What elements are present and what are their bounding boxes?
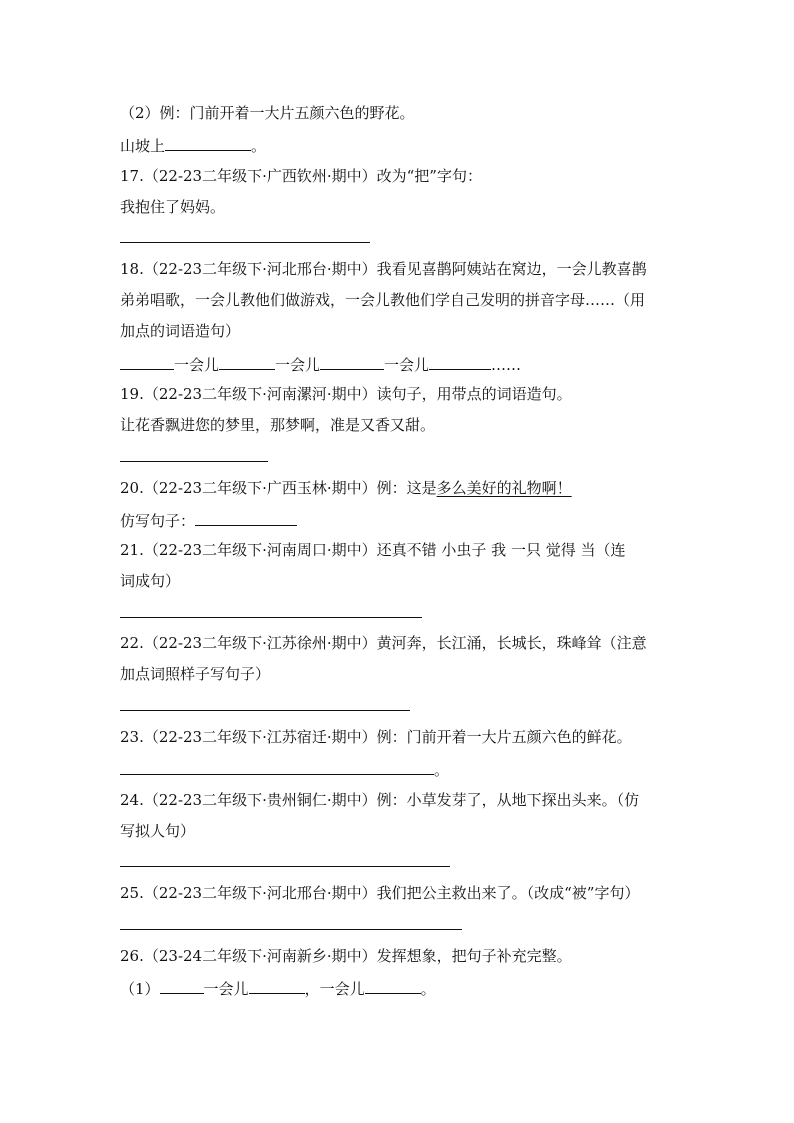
answer-blank[interactable] xyxy=(365,977,421,994)
question-18-line3: 加点的词语造句） xyxy=(120,322,241,340)
question-17: 17.（22-23二年级下·广西钦州·期中）改为“把”字句： xyxy=(120,167,482,185)
answer-line-17[interactable] xyxy=(120,242,370,243)
question-22-line2: 加点词照样子写句子） xyxy=(120,665,271,683)
question-18-line1: 18.（22-23二年级下·河北邢台·期中）我看见喜鹊阿姨站在窝边，一会儿教喜鹊 xyxy=(120,260,647,278)
question-21-line2: 词成句） xyxy=(120,572,181,590)
answer-line-24[interactable] xyxy=(120,866,450,867)
question-22-line1: 22.（22-23二年级下·江苏徐州·期中）黄河奔，长江涌，长城长，珠峰耸（注意 xyxy=(120,634,647,652)
question-24-line1: 24.（22-23二年级下·贵州铜仁·期中）例：小草发芽了，从地下探出头来。（仿 xyxy=(120,791,640,809)
question-23: 23.（22-23二年级下·江苏宿迁·期中）例：门前开着一大片五颜六色的鲜花。 xyxy=(120,728,632,746)
answer-blank[interactable] xyxy=(165,134,251,151)
question-21-line1: 21.（22-23二年级下·河南周口·期中）还真不错 小虫子 我 一只 觉得 当（连 xyxy=(120,541,626,559)
question-26-fill-line: （1） 一会儿 ，一会儿 。 xyxy=(120,977,436,999)
question-19-sentence: 让花香飘进您的梦里，那梦啊，准是又香又甜。 xyxy=(120,416,436,434)
answer-blank[interactable] xyxy=(195,509,297,526)
answer-line-21[interactable] xyxy=(120,617,422,618)
answer-blank[interactable] xyxy=(160,977,204,994)
answer-line-25[interactable] xyxy=(120,929,462,930)
answer-blank[interactable] xyxy=(249,977,305,994)
question-17-sentence: 我抱住了妈妈。 xyxy=(120,198,226,216)
answer-blank[interactable] xyxy=(120,353,174,370)
answer-blank[interactable] xyxy=(429,353,491,370)
answer-blank[interactable] xyxy=(219,353,275,370)
answer-blank[interactable] xyxy=(120,758,434,775)
question-26: 26.（23-24二年级下·河南新乡·期中）发挥想象，把句子补充完整。 xyxy=(120,947,572,965)
question-20-fill-line: 仿写句子： xyxy=(120,509,297,531)
fill-line-hillside: 山坡上 。 xyxy=(120,134,266,156)
question-19: 19.（22-23二年级下·河南漯河·期中）读句子，用带点的词语造句。 xyxy=(120,385,572,403)
answer-line-22[interactable] xyxy=(120,710,410,711)
question-24-line2: 写拟人句） xyxy=(120,822,196,840)
answer-line-19[interactable] xyxy=(120,461,268,462)
answer-blank[interactable] xyxy=(320,353,384,370)
question-25: 25.（22-23二年级下·河北邢台·期中）我们把公主救出来了。（改成“被”字句） xyxy=(120,884,640,902)
question-23-fill-line: 。 xyxy=(120,758,449,780)
question-18-fill-line: 一会儿 一会儿 一会儿 …… xyxy=(120,353,521,375)
question-18-line2: 弟弟唱歌，一会儿教他们做游戏，一会儿教他们学自己发明的拼音字母……（用 xyxy=(120,291,646,309)
example-sentence: （2）例：门前开着一大片五颜六色的野花。 xyxy=(120,104,415,122)
question-20: 20.（22-23二年级下·广西玉林·期中）例：这是多么美好的礼物啊！ xyxy=(120,479,572,497)
